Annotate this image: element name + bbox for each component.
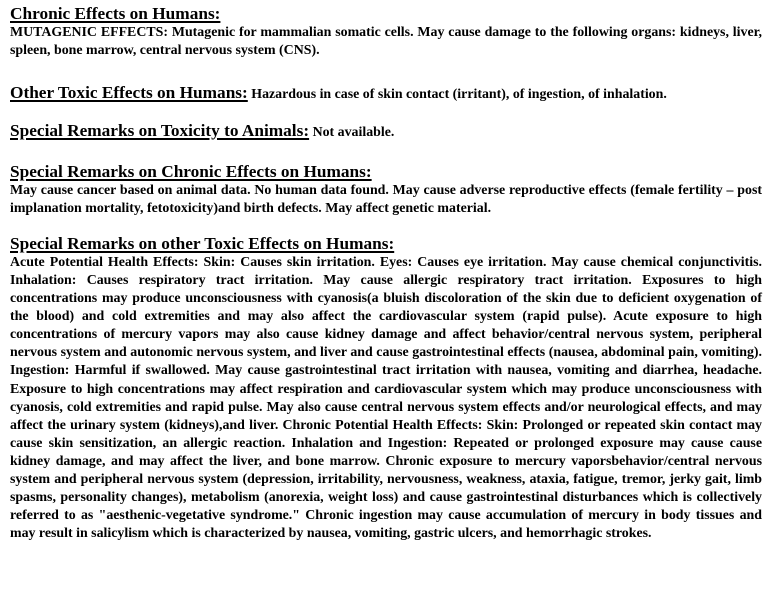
section-remarks-chronic (10, 161, 762, 219)
section-body: May cause cancer based on animal data. No human data found. May cause adverse reproductive effects (female fertility – post implanation mortality, fetotoxicity)and birth defects. May affect genetic material. (10, 182, 762, 216)
section-heading: Special Remarks on Toxicity to Animals: (10, 120, 310, 140)
section-other-toxic-effects (10, 82, 762, 105)
section-body: Not available. (309, 124, 395, 140)
section-heading: Chronic Effects on Humans: (10, 4, 221, 23)
section-chronic-effects (10, 3, 762, 61)
section-remarks-other (10, 233, 762, 543)
section-heading: Special Remarks on Chronic Effects on Humans: (10, 161, 372, 181)
section-heading: Special Remarks on other Toxic Effects on Humans: (10, 234, 395, 254)
document-page (10, 3, 762, 543)
section-heading: Other Toxic Effects on Humans: (10, 82, 248, 102)
section-body: MUTAGENIC EFFECTS: Mutagenic for mammalian somatic cells. May cause damage to the following organs: kidneys, liver, spleen, bone marrow, central nervous system (CNS). (10, 25, 762, 59)
section-line (10, 82, 762, 105)
section-body: Hazardous in case of skin contact (irritant), of ingestion, of inhalation. (247, 86, 667, 102)
section-body: Acute Potential Health Effects: Skin: Causes skin irritation. Eyes: Causes eye irritation. May cause chemical conjunctivitis. Inhalation: Causes respiratory tract irritation. May cause allergic respiratory tract irritation. Exposures to high concentrations may produce unconsciousness with cyanosis(a bluish discoloration of the skin due to deficient oxygenation of the blood) and cold extremities and may also affect the cardiovascular system (rapid pulse). Acute exposure to high concentrations of mercury vapors may also cause kidney damage and affect behavior/central nervous system, peripheral nervous system and autonomic nervous system, and liver and cause gastrointestinal effects (nausea, abdominal pain, vomiting). Ingestion: Harmful if swallowed. May cause gastrointestinal tract irritation with nausea, vomiting and diarrhea, headache. Exposure to high concentrations may affect respiration and cardiovascular system which may produce unconsciousness with cyanosis, cold extremities and rapid pulse. May also cause central nervous system effects and/or neurological effects, and may affect the urinary system (kidneys),and liver. Chronic Potential Health Effects: Skin: Prolonged or repeated skin contact may cause skin sensitization, an allergic reaction. Inhalation and Ingestion: Repeated or prolonged exposure may cause cause kidney damage, and may affect the liver, and bone marrow. Chronic exposure to mercury vaporsbehavior/central nervous system and peripheral nervous system (depression, irritability, nervousness, weakness, ataxia, fatigue, tremor, jerky gait, limb spasms, personality changes), metabolism (anorexia, weight loss) and cause gastrointestinal disturbances which is collectively referred to as "aesthenic-vegetative syndrome." Chronic ingestion may cause accumulation of mercury in body tissues and may result in salicylism which is characterized by nausea, vomiting, gastric ulcers, and hemorrhagic strokes. (10, 255, 762, 541)
section-toxicity-animals (10, 120, 762, 143)
section-line (10, 120, 762, 143)
